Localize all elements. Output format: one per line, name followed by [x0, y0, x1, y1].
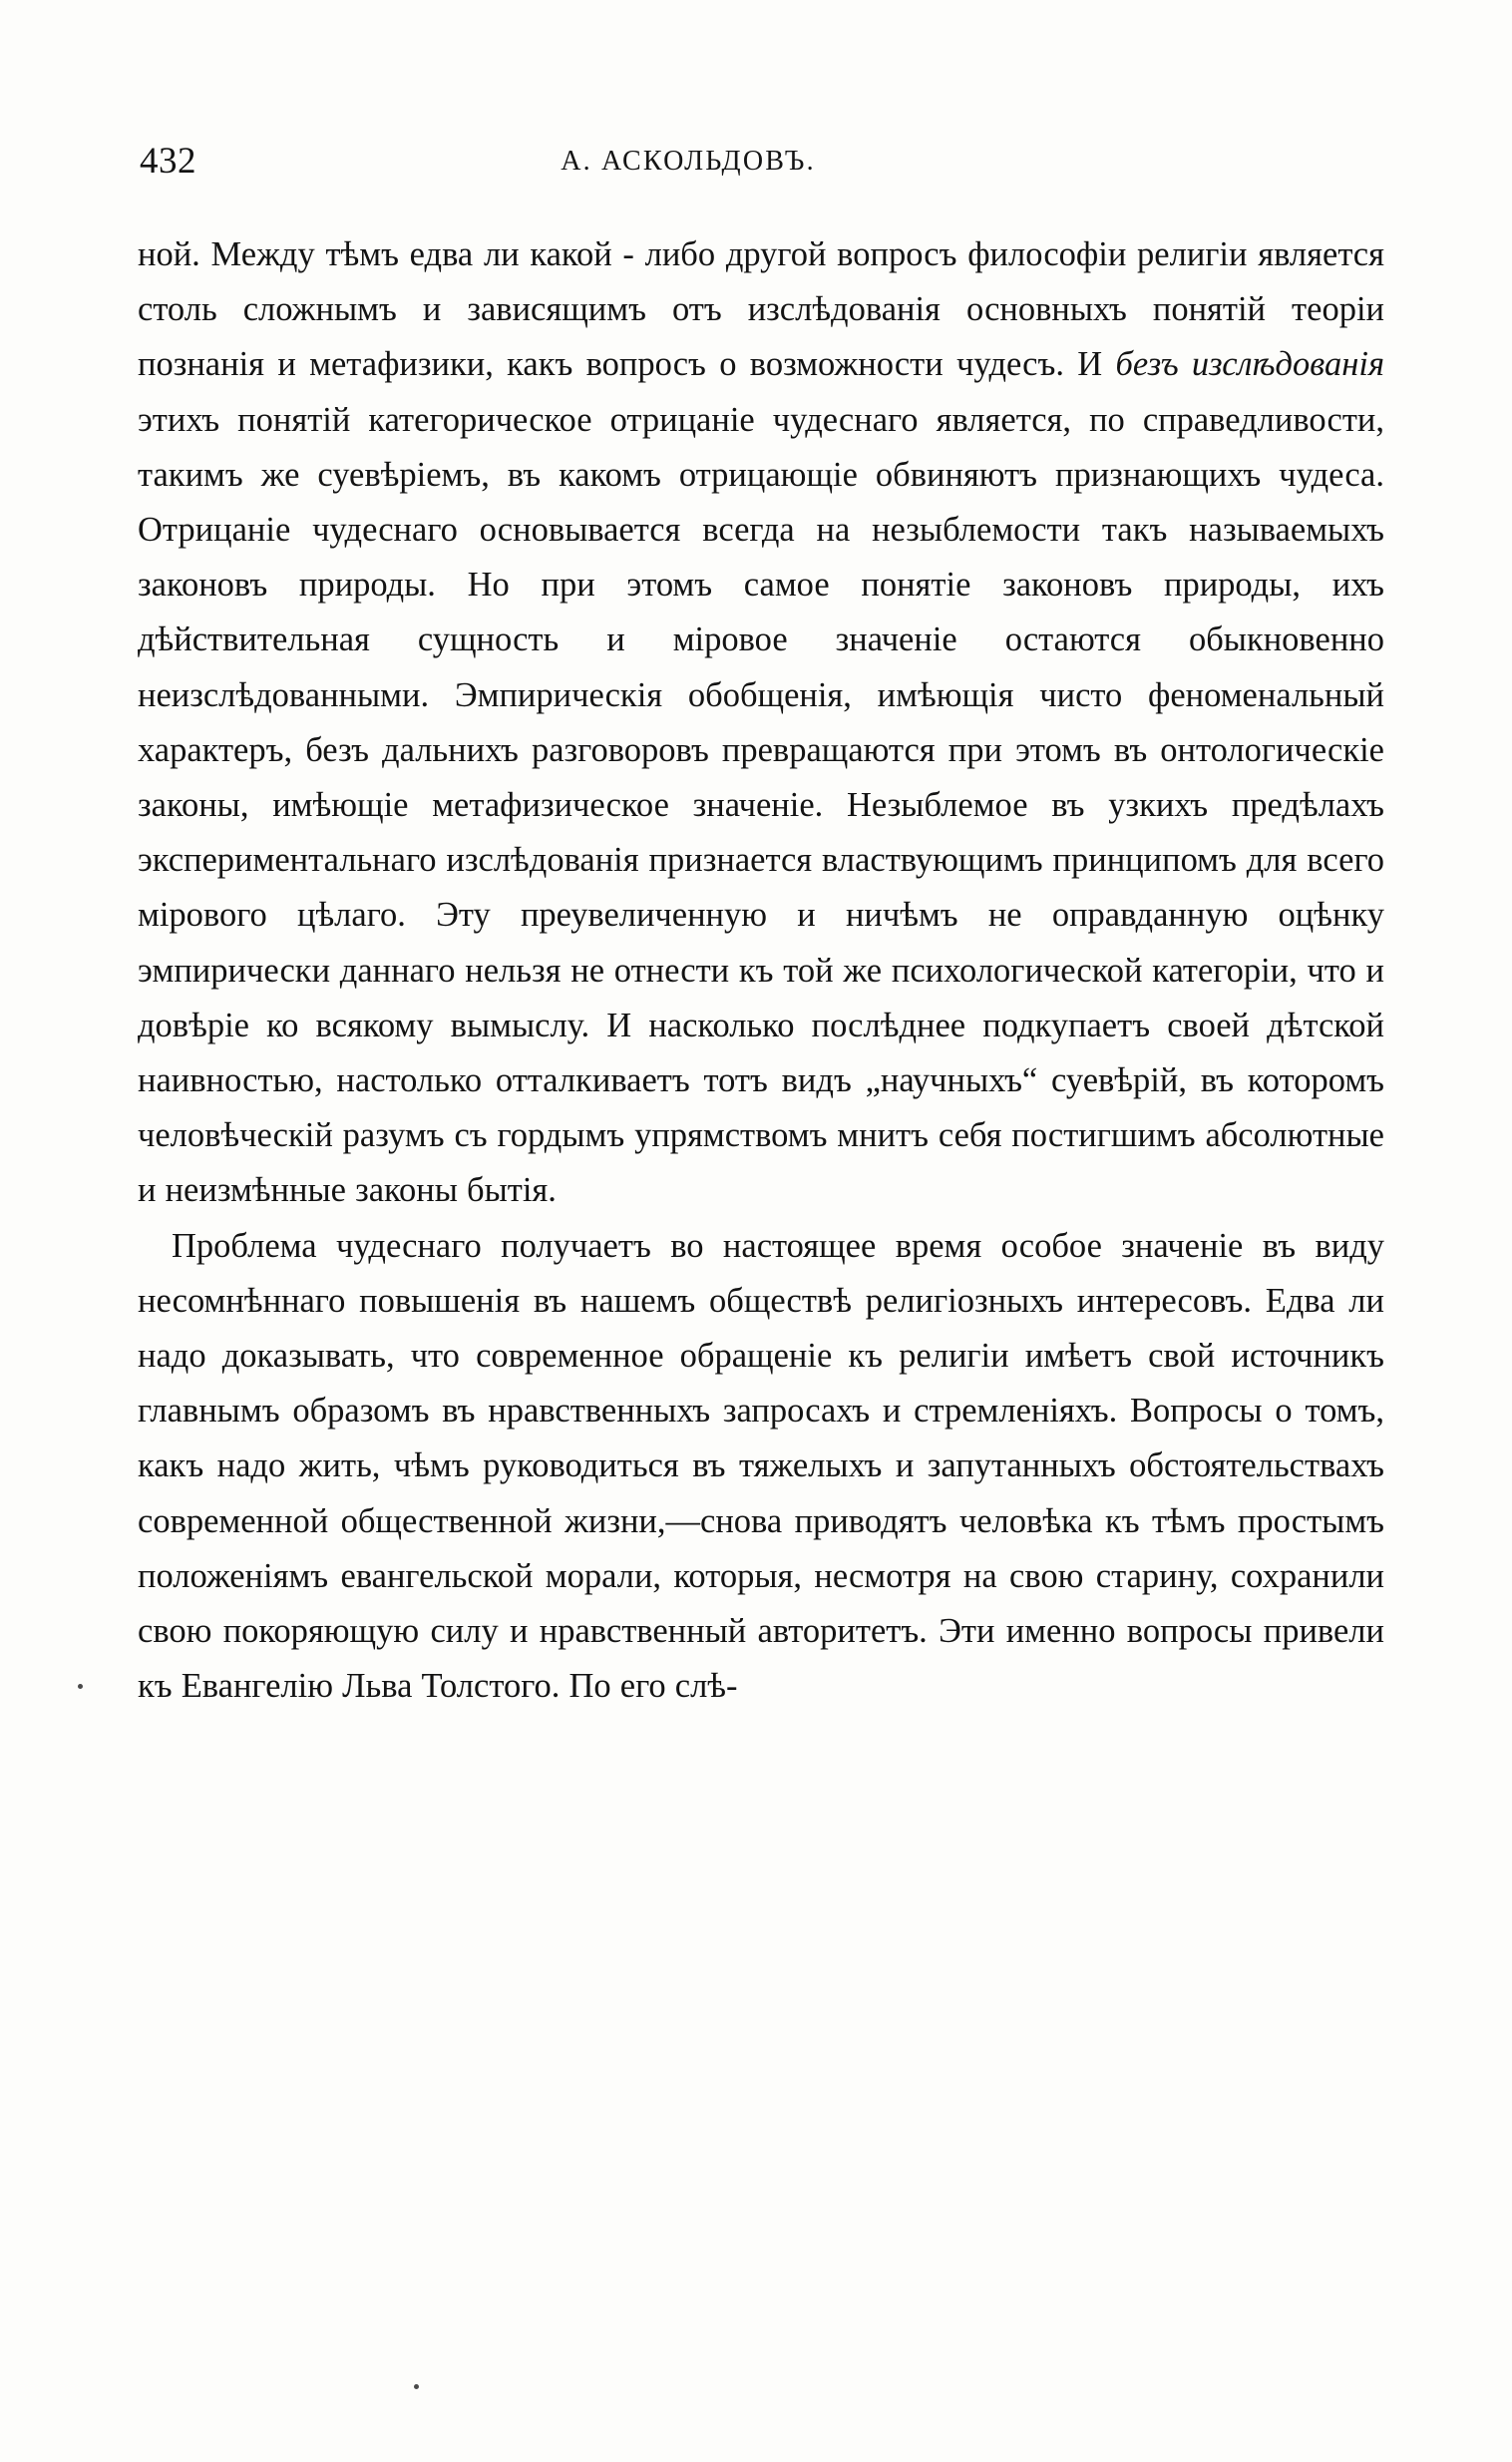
body-text: [138, 227, 1384, 1714]
paragraph-1: [138, 227, 1384, 1219]
paragraph-1-text: ной. Между тѣмъ едва ли какой - либо другой вопросъ философіи религіи является столь сложнымъ и зависящимъ отъ изслѣдованія основныхъ понятій теоріи познанія и метафизики, какъ вопросъ о возможности чудесъ. И: [138, 235, 1384, 384]
paragraph-1-text-after: этихъ понятій категорическое отрицаніе чудеснаго является, по справедливости, такимъ же суевѣріемъ, въ какомъ отрицающіе обвиняютъ признающихъ чудеса. Отрицаніе чудеснаго основывается всегда на незыблемости такъ называемыхъ законовъ природы. Но при этомъ самое понятіе законовъ природы, ихъ дѣйствительная сущность и міровое значеніе остаются обыкновенно неизслѣдованными. Эмпирическія обобщенія, имѣющія чисто феноменальный характеръ, безъ дальнихъ разговоровъ превращаются при этомъ въ онтологическіе законы, имѣющіе метафизическое значеніе. Незыблемое въ узкихъ предѣлахъ экспериментальнаго изслѣдованія признается властвующимъ принципомъ для всего мірового цѣлаго. Эту преувеличенную и ничѣмъ не оправданную оцѣнку эмпирически даннаго нельзя не отнести къ той же психологической категоріи, что и довѣріе ко всякому вымыслу. И насколько послѣднее подкупаетъ своей дѣтской наивностью, настолько отталкиваетъ тотъ видъ „научныхъ“ суевѣрій, въ которомъ человѣческій разумъ съ гордымъ упрямствомъ мнитъ себя постигшимъ абсолютные и неизмѣнные законы бытія.: [138, 400, 1384, 1210]
margin-speck-bottom: [414, 2384, 419, 2389]
paragraph-2: Проблема чудеснаго получаетъ во настоящее время особое значеніе въ виду несомнѣннаго повышенія въ нашемъ обществѣ религіозныхъ интересовъ. Едва ли надо доказывать, что современное обращеніе къ религіи имѣетъ свой источникъ главнымъ образомъ въ нравственныхъ запросахъ и стремленіяхъ. Вопросы о томъ, какъ надо жить, чѣмъ руководиться въ тяжелыхъ и запутанныхъ обстоятельствахъ современной общественной жизни,—снова приводятъ человѣка къ тѣмъ простымъ положеніямъ евангельской морали, которыя, несмотря на свою старину, сохранили свою покоряющую силу и нравственный авторитетъ. Эти именно вопросы привели къ Евангелію Льва Толстого. По его слѣ-: [138, 1226, 1384, 1706]
margin-speck-left: [78, 1684, 83, 1689]
page-header: [140, 140, 1376, 186]
page-number: 432: [140, 141, 196, 182]
paragraph-1-italic: безъ изслѣдованія: [1115, 345, 1384, 384]
running-title: А. АСКОЛЬДОВЪ.: [561, 146, 816, 177]
